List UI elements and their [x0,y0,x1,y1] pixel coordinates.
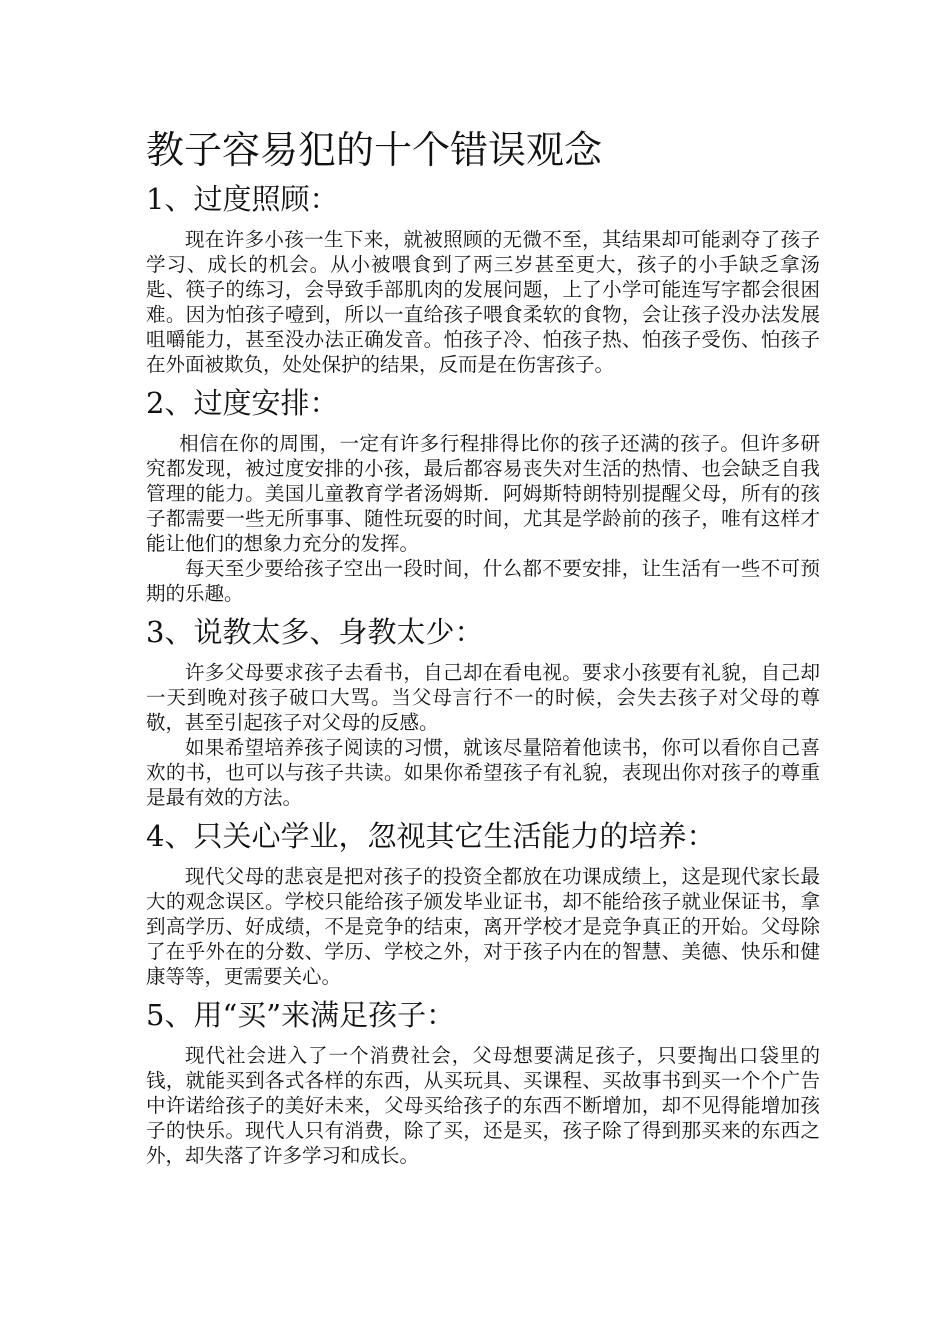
paragraph: 相信在你的周围，一定有许多行程排得比你的孩子还满的孩子。但许多研究都发现，被过度安排的小孩，最后都容易丧失对生活的热情、也会缺乏自我管理的能力。美国儿童教育学者汤姆斯．阿姆斯特朗特别提醒父母，所有的孩子都需要一些无所事事、随性玩耍的时间，尤其是学龄前的孩子，唯有这样才能让他们的想象力充分的发挥。 [146,432,820,555]
paragraph: 现代父母的悲哀是把对孩子的投资全都放在功课成绩上，这是现代家长最大的观念误区。学校只能给孩子颁发毕业证书，却不能给孩子就业保证书，拿到高学历、好成绩，不是竞争的结束，离开学校才是竞争真正的开始。父母除了在乎外在的分数、学历、学校之外，对于孩子内在的智慧、美德、快乐和健康等等，更需要关心。 [146,865,820,988]
section-1 [146,179,820,377]
document-title: 教子容易犯的十个错误观念 [146,128,603,172]
paragraph: 每天至少要给孩子空出一段时间，什么都不要安排，让生活有一些不可预期的乐趣。 [146,557,820,605]
section-heading: 4、只关心学业，忽视其它生活能力的培养： [146,819,716,853]
paragraph: 现在许多小孩一生下来，就被照顾的无微不至，其结果却可能剥夺了孩子学习、成长的机会。从小被喂食到了两三岁甚至更大，孩子的小手缺乏拿汤匙、筷子的练习，会导致手部肌肉的发展问题，上了小学可能连写字都会很困难。因为怕孩子噎到，所以一直给孩子喂食柔软的食物，会让孩子没办法发展咀嚼能力，甚至没办法正确发音。怕孩子冷、怕孩子热、怕孩子受伤、怕孩子在外面被欺负，处处保护的结果，反而是在伤害孩子。 [146,228,820,376]
paragraph: 许多父母要求孩子去看书，自己却在看电视。要求小孩要有礼貌，自己却一天到晚对孩子破口大骂。当父母言行不一的时候，会失去孩子对父母的尊敬，甚至引起孩子对父母的反感。 [146,661,820,734]
paragraph: 如果希望培养孩子阅读的习惯，就该尽量陪着他读书，你可以看你自己喜欢的书，也可以与孩子共读。如果你希望孩子有礼貌，表现出你对孩子的尊重是最有效的方法。 [146,736,820,809]
section-heading: 3、说教太多、身教太少： [146,615,484,649]
paragraph: 现代社会进入了一个消费社会，父母想要满足孩子，只要掏出口袋里的钱，就能买到各式各样的东西，从买玩具、买课程、买故事书到买一个个广告中许诺给孩子的美好未来，父母买给孩子的东西不断增加，却不见得能增加孩子的快乐。现代人只有消费，除了买，还是买，孩子除了得到那买来的东西之外，却失落了许多学习和成长。 [146,1044,820,1167]
section-5 [146,995,820,1168]
section-heading: 5、用“买”来满足孩子： [146,998,456,1032]
section-3 [146,612,820,810]
section-4 [146,816,820,989]
section-heading: 1、过度照顾： [146,182,339,216]
section-heading: 2、过度安排： [146,386,339,420]
section-2 [146,383,820,606]
